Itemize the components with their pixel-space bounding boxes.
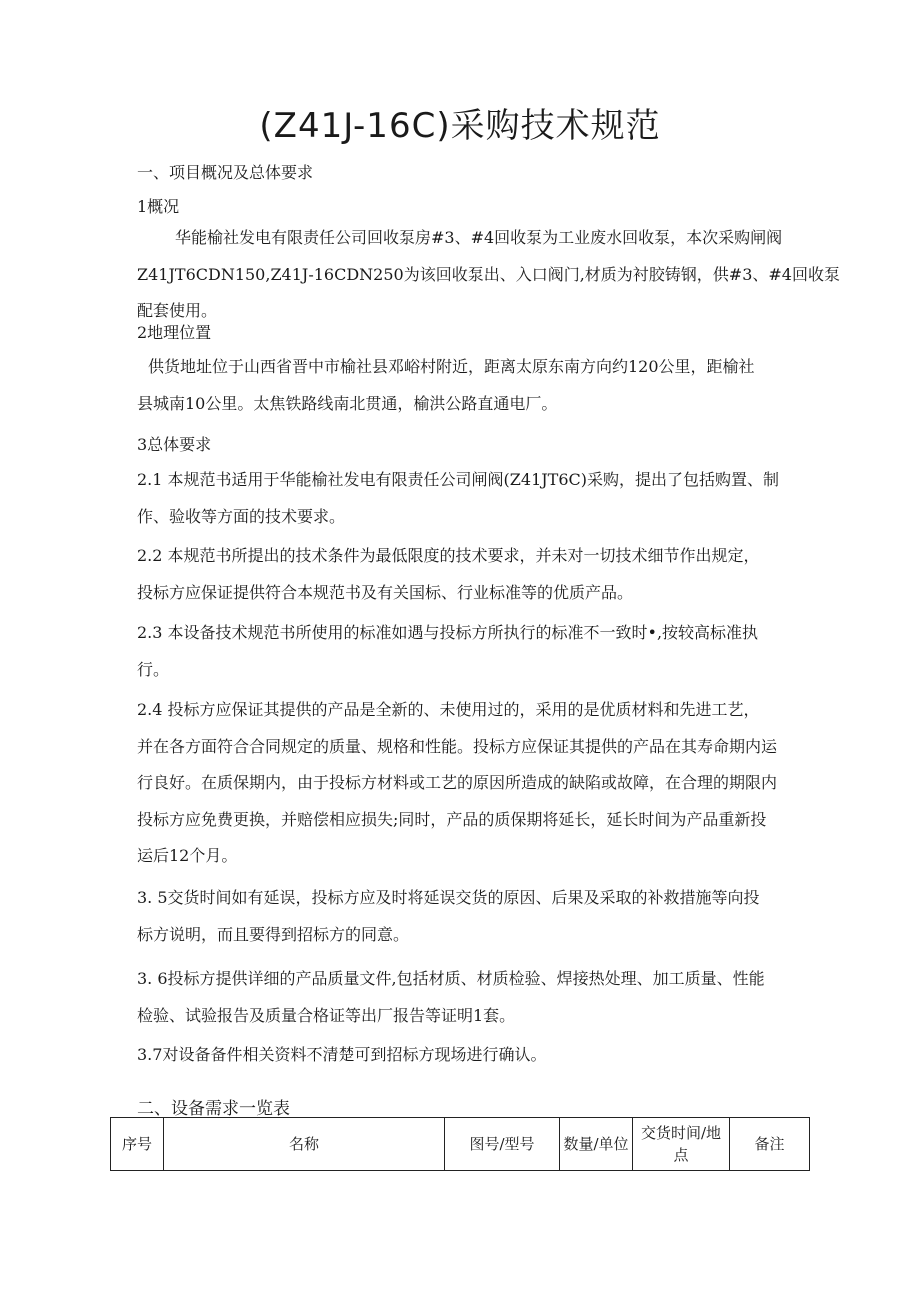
subheading-general-requirements: 3总体要求: [137, 435, 212, 454]
table-header-row: [111, 1118, 810, 1171]
header-cell-model: 图号/型号: [445, 1118, 560, 1171]
text-line: 华能榆社发电有限责任公司回收泵房#3、#4回收泵为工业废水回收泵，本次采购闸阀: [175, 228, 783, 247]
paragraph-location: [137, 349, 755, 422]
document-title: (Z41J-16C)采购技术规范: [259, 106, 661, 146]
text-line: 3. 6投标方提供详细的产品质量文件,包括材质、材质检验、焊接热处理、加工质量、性能: [137, 969, 765, 988]
section-heading-equipment-list: 二、设备需求一览表: [137, 1099, 290, 1119]
header-cell-index: 序号: [111, 1118, 164, 1171]
text-line: 标方说明，而且要得到招标方的同意。: [137, 924, 410, 944]
text-line: 2.1 本规范书适用于华能榆社发电有限责任公司闸阀(Z41JT6C)采购，提出了包括购置、制: [137, 470, 780, 489]
text-line: 2.4 投标方应保证其提供的产品是全新的、未使用过的，采用的是优质材料和先进工艺，: [137, 700, 760, 719]
requirement-item-2-1: [137, 462, 779, 535]
text-line: 运后12个月。: [137, 846, 238, 865]
text-line: 作、验收等方面的技术要求。: [137, 506, 346, 526]
header-cell-quantity: 数量/单位: [560, 1118, 633, 1171]
text-line: 3.7对设备备件相关资料不清楚可到招标方现场进行确认。: [137, 1045, 547, 1064]
section-heading-overview: 一、项目概况及总体要求: [137, 163, 314, 182]
text-line: Z41JT6CDN150,Z41J-16CDN250为该回收泵出、入口阀门,材质为衬胶铸钢，供#3、#4回收泵: [137, 264, 840, 284]
requirement-item-3-7: [137, 1037, 546, 1074]
paragraph-overview: [137, 220, 840, 330]
text-line: 配套使用。: [137, 301, 218, 320]
requirement-item-2-3: [137, 615, 758, 688]
header-cell-delivery: 交货时间/地点: [633, 1118, 730, 1171]
subheading-location: 2地理位置: [137, 323, 212, 342]
requirement-item-2-2: [137, 538, 760, 611]
header-cell-remarks: 备注: [730, 1118, 810, 1171]
text-line: 2.3 本设备技术规范书所使用的标准如遇与投标方所执行的标准不一致时•,按较高标准执: [137, 623, 759, 642]
text-line: 供货地址位于山西省晋中市榆社县邓峪村附近，距离太原东南方向约120公里，距榆社: [148, 357, 755, 376]
header-cell-name: 名称: [164, 1118, 445, 1171]
text-line: 2.2 本规范书所提出的技术条件为最低限度的技术要求，并未对一切技术细节作出规定，: [137, 546, 760, 565]
text-line: 投标方应保证提供符合本规范书及有关国标、行业标准等的优质产品。: [137, 582, 634, 602]
subheading-overview: 1概况: [137, 197, 180, 216]
equipment-requirements-table: [110, 1117, 810, 1171]
text-line: 行。: [137, 659, 170, 679]
requirement-item-2-4: [137, 692, 777, 875]
text-line: 3. 5交货时间如有延误，投标方应及时将延误交货的原因、后果及采取的补救措施等向投: [137, 888, 760, 907]
text-line: 投标方应免费更换，并赔偿相应损失;同时，产品的质保期将延长，延长时间为产品重新投: [137, 809, 767, 829]
requirement-item-3-5: [137, 880, 760, 953]
requirement-item-3-6: [137, 961, 765, 1034]
text-line: 并在各方面符合合同规定的质量、规格和性能。投标方应保证其提供的产品在其寿命期内运: [137, 736, 778, 756]
text-line: 行良好。在质保期内，由于投标方材料或工艺的原因所造成的缺陷或故障，在合理的期限内: [137, 773, 778, 792]
text-line: 县城南10公里。太焦铁路线南北贯通，榆洪公路直通电厂。: [137, 393, 558, 413]
text-line: 检验、试验报告及质量合格证等出厂报告等证明1套。: [137, 1005, 516, 1025]
